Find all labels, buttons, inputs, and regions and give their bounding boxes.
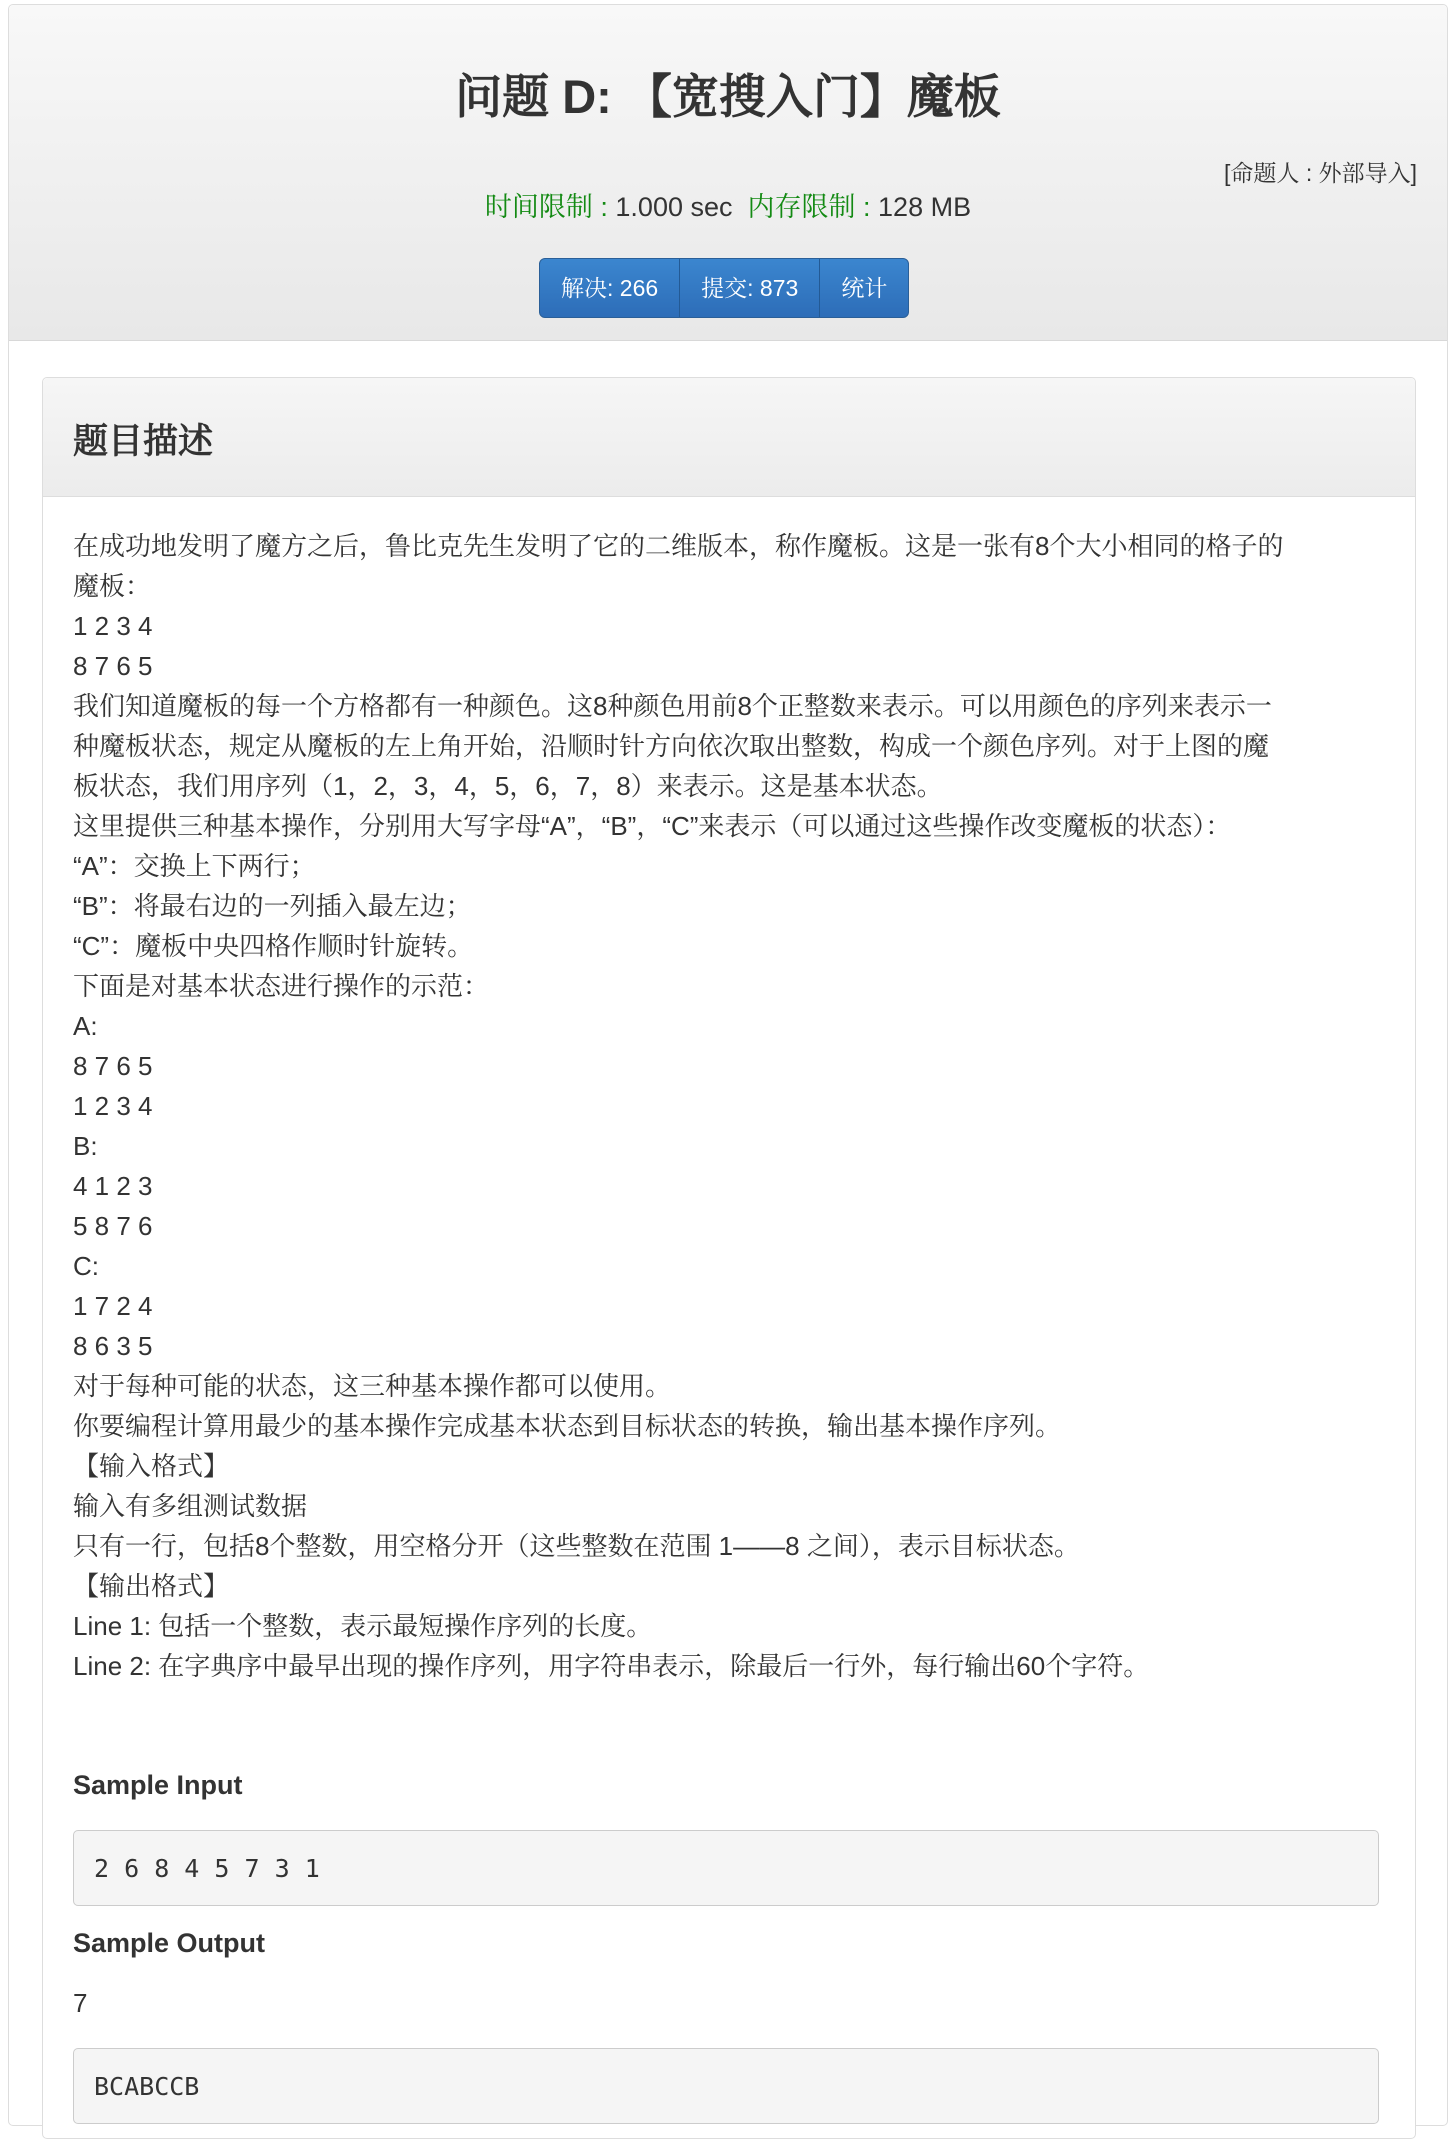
problem-setter: [命题人 : 外部导入]	[1224, 160, 1417, 186]
description-line: 对于每种可能的状态，这三种基本操作都可以使用。	[73, 1371, 672, 1401]
description-line: 我们知道魔板的每一个方格都有一种颜色。这8种颜色用前8个正整数来表示。可以用颜色的序列来表示一	[73, 691, 1272, 721]
description-line: Line 1: 包括一个整数，表示最短操作序列的长度。	[73, 1611, 653, 1641]
description-line: 1 2 3 4	[73, 1091, 153, 1121]
description-line: “A”：交换上下两行；	[73, 851, 316, 881]
panel-title: 题目描述	[73, 422, 214, 461]
sample-input-label: Sample Input	[73, 1770, 243, 1800]
description-line: 8 6 3 5	[73, 1331, 153, 1361]
description-line: 你要编程计算用最少的基本操作完成基本状态到目标状态的转换，输出基本操作序列。	[73, 1411, 1062, 1441]
stats-button[interactable]: 统计	[841, 275, 888, 301]
description-line: 8 7 6 5	[73, 651, 153, 681]
description-line: Line 2: 在字典序中最早出现的操作序列，用字符串表示，除最后一行外，每行输出60个字符。	[73, 1651, 1150, 1681]
problem-header	[9, 5, 1447, 341]
description-line: 【输入格式】	[73, 1451, 230, 1481]
description-line: C:	[73, 1251, 99, 1281]
description-line: 种魔板状态，规定从魔板的左上角开始，沿顺时针方向依次取出整数，构成一个颜色序列。对于上图的魔	[73, 731, 1270, 761]
description-line: 下面是对基本状态进行操作的示范：	[73, 971, 490, 1001]
description-line: B:	[73, 1131, 98, 1161]
problem-description	[73, 526, 1388, 1686]
page-title: 问题 D: 【宽搜入门】魔板	[455, 70, 1001, 123]
memory-limit-value: 128 MB	[878, 192, 972, 222]
description-line: 输入有多组测试数据	[73, 1491, 308, 1521]
limits-line	[9, 185, 1447, 224]
action-button-group	[539, 258, 909, 318]
description-line: 【输出格式】	[73, 1571, 230, 1601]
sample-output-value: 7	[73, 1988, 88, 2018]
description-line: 魔板：	[73, 571, 152, 601]
panel-heading	[43, 378, 1415, 497]
time-limit-value: 1.000 sec	[615, 192, 733, 222]
description-line: 在成功地发明了魔方之后，鲁比克先生发明了它的二维版本，称作魔板。这是一张有8个大小相同的格子的	[73, 531, 1284, 561]
memory-limit-label: 内存限制 :	[747, 192, 879, 222]
description-line: 1 7 2 4	[73, 1291, 153, 1321]
submit-button[interactable]: 提交: 873	[680, 259, 820, 317]
sample-output-block: BCABCCB	[73, 2048, 1379, 2124]
sample-input-block: 2 6 8 4 5 7 3 1	[73, 1830, 1379, 1906]
description-line: A:	[73, 1011, 98, 1041]
description-line: 这里提供三种基本操作，分别用大写字母“A”，“B”，“C”来表示（可以通过这些操作改变魔板的状态）：	[73, 811, 1232, 841]
description-line: 只有一行，包括8个整数，用空格分开（这些整数在范围 1——8 之间），表示目标状态。	[73, 1531, 1080, 1561]
description-panel	[42, 377, 1416, 2139]
problem-container	[8, 4, 1448, 2126]
description-line: “C”：魔板中央四格作顺时针旋转。	[73, 931, 474, 961]
description-line: 5 8 7 6	[73, 1211, 153, 1241]
solved-button[interactable]: 解决: 266	[540, 259, 680, 317]
description-line: 板状态，我们用序列（1，2，3，4，5，6，7，8）来表示。这是基本状态。	[73, 771, 943, 801]
time-limit-label: 时间限制 :	[484, 192, 616, 222]
description-line: “B”：将最右边的一列插入最左边；	[73, 891, 472, 921]
sample-output-label: Sample Output	[73, 1928, 266, 1958]
description-line: 1 2 3 4	[73, 611, 153, 641]
description-line: 4 1 2 3	[73, 1171, 153, 1201]
description-line: 8 7 6 5	[73, 1051, 153, 1081]
